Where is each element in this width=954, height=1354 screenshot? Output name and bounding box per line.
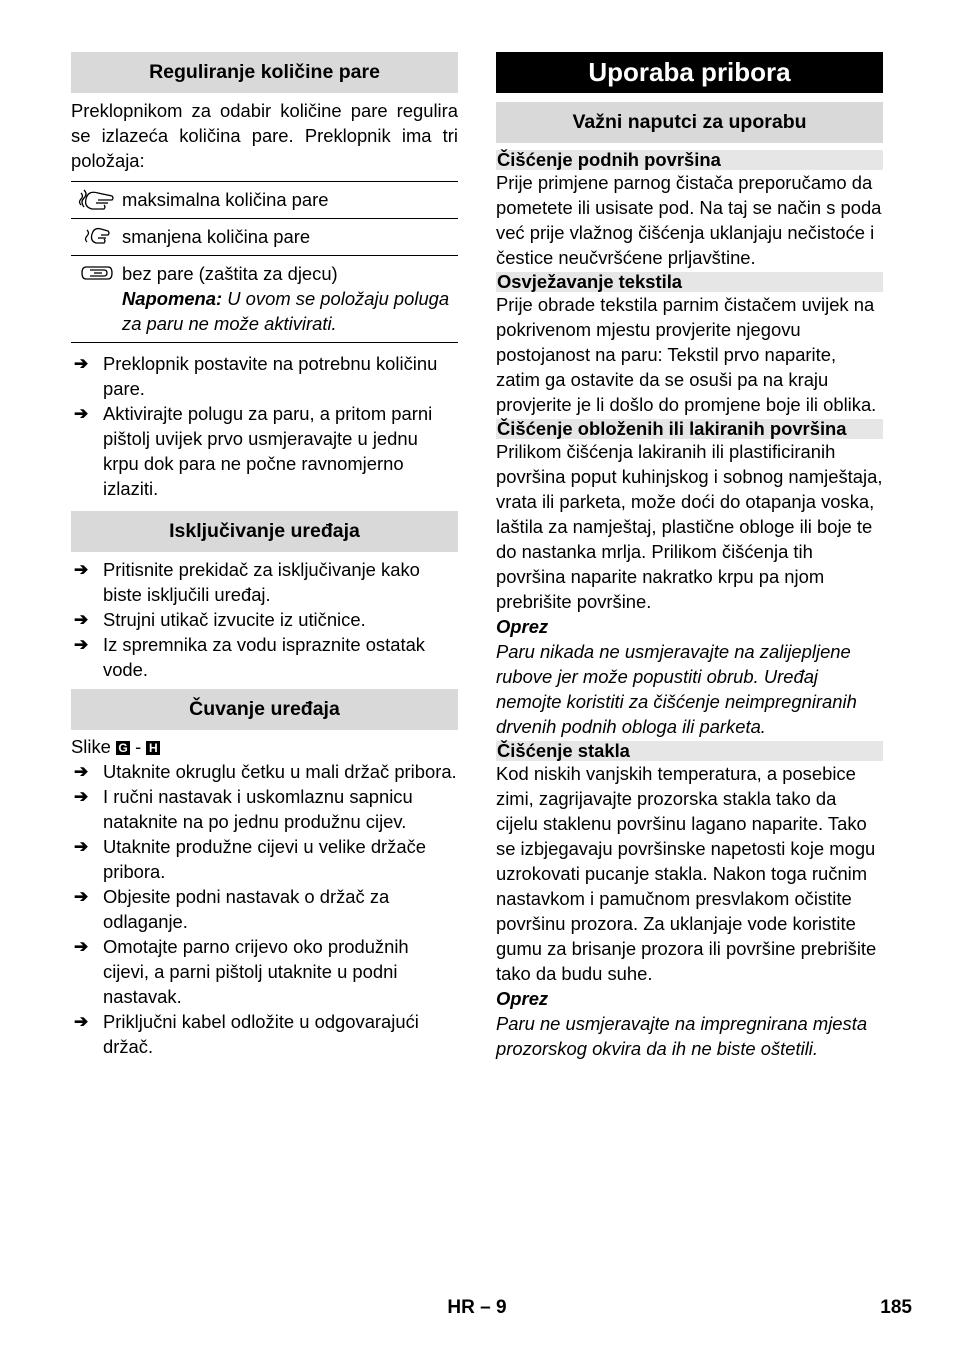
symbol-row-reduced bbox=[71, 218, 458, 255]
list-item: ➔ Utaknite produžne cijevi u velike držače pribora. bbox=[71, 834, 458, 884]
list-item: ➔ Aktivirajte polugu za paru, a pritom parni pištolj uvijek prvo usmjeravajte u jednu krpu dok para ne počne ravnomjerno izlaziti. bbox=[71, 401, 458, 501]
arrow-right-icon: ➔ bbox=[74, 837, 89, 856]
arrow-right-icon: ➔ bbox=[74, 937, 89, 956]
usage-notes-heading: Važni naputci za uporabu bbox=[496, 102, 883, 143]
list-item: ➔ Iz spremnika za vodu ispraznite ostatak vode. bbox=[71, 632, 458, 682]
arrow-right-icon: ➔ bbox=[74, 635, 89, 654]
storage-heading: Čuvanje uređaja bbox=[71, 689, 458, 730]
symbol-text-reduced: smanjena količina pare bbox=[122, 226, 311, 247]
reduced-steam-icon bbox=[71, 219, 122, 255]
footer-section-label: HR – 9 bbox=[447, 1297, 507, 1318]
switch-off-heading: Isključivanje uređaja bbox=[71, 511, 458, 552]
list-item: ➔ Strujni utikač izvucite iz utičnice. bbox=[71, 607, 458, 632]
figure-h-label: H bbox=[146, 741, 160, 755]
glass-heading: Čišćenje stakla bbox=[496, 741, 883, 761]
floors-text: Prije primjene parnog čistača preporučamo da pometete ili usisate pod. Na taj se način s poda već prije vlažnog čišćenja uklanjaju nečistoće i čestice neučvršćene prljavštine. bbox=[496, 172, 882, 268]
glass-text: Kod niskih vanjskih temperatura, a posebice zimi, zagrijavajte prozorska stakla tako da cijelu staklenu površinu lagano naparite. Tako se izbjegavaju površinske napetosti koje mogu uzrokovati pucanje stakla. Nakon toga ručnim nastavkom i pamučnom presvlakom očistite površinu prozora. Za uklanjaje vode koristite gumu za brisanje prozora ili površine prebrišite tako da budu suhe. bbox=[496, 763, 877, 984]
list-item: ➔ Objesite podni nastavak o držač za odlaganje. bbox=[71, 884, 458, 934]
list-item: ➔ Priključni kabel odložite u odgovarajući držač. bbox=[71, 1009, 458, 1059]
no-steam-icon bbox=[71, 256, 122, 342]
coated-caution-text: Paru nikada ne usmjeravajte na zalijepljene rubove jer može popustiti obrub. Uređaj nemojte koristiti za čišćenje neimpregniranih drvenih podnih obloga ili parketa. bbox=[496, 641, 857, 737]
textiles-heading: Osvježavanje tekstila bbox=[496, 272, 883, 292]
coated-heading: Čišćenje obloženih ili lakiranih površina bbox=[496, 419, 883, 439]
arrow-right-icon: ➔ bbox=[74, 787, 89, 806]
chapter-title: Uporaba pribora bbox=[496, 52, 883, 93]
symbol-row-max bbox=[71, 182, 458, 218]
list-item: ➔ Utaknite okruglu četku u mali držač pribora. bbox=[71, 759, 458, 784]
list-item: ➔ Omotajte parno crijevo oko produžnih cijevi, a parni pištolj utaknite u podni nastavak. bbox=[71, 934, 458, 1009]
figure-g-label: G bbox=[116, 741, 130, 755]
arrow-right-icon: ➔ bbox=[74, 354, 89, 373]
no-steam-label: bez pare (zaštita za djecu) bbox=[122, 263, 338, 284]
textiles-text: Prije obrade tekstila parnim čistačem uvijek na pokrivenom mjestu provjerite njegovu postojanost na paru: Tekstil prvo naparite, zatim ga ostavite da se osuši pa na kraju provjerite je li došlo do promjene boje ili oblika. bbox=[496, 294, 877, 415]
glass-caution-label: Oprez bbox=[496, 988, 549, 1009]
steam-amount-heading: Reguliranje količine pare bbox=[71, 52, 458, 93]
list-item: ➔ I ručni nastavak i uskomlaznu sapnicu nataknite na po jednu produžnu cijev. bbox=[71, 784, 458, 834]
storage-steps bbox=[71, 759, 458, 1059]
note-label: Napomena: bbox=[122, 288, 223, 309]
max-steam-icon bbox=[71, 182, 122, 218]
no-steam-note bbox=[122, 286, 458, 336]
arrow-right-icon: ➔ bbox=[74, 762, 89, 781]
arrow-right-icon: ➔ bbox=[74, 560, 89, 579]
steam-symbol-table bbox=[71, 181, 458, 343]
symbol-row-none bbox=[71, 255, 458, 342]
arrow-right-icon: ➔ bbox=[74, 1012, 89, 1031]
arrow-right-icon: ➔ bbox=[74, 610, 89, 629]
symbol-text-none bbox=[122, 256, 458, 342]
coated-text: Prilikom čišćenja lakiranih ili plastificiranih površina poput kuhinjskog i sobnog namještaja, vrata ili parketa, može doći do otapanja voska, laštila za namještaj, plastične obloge ili boje te do nastanka mrlja. Prilikom čišćenja tih površina naparite nakratko krpu pa njom prebrišite površine. bbox=[496, 441, 883, 612]
switch-off-steps bbox=[71, 557, 458, 682]
steam-amount-intro: Preklopnikom za odabir količine pare regulira se izlazeća količina pare. Preklopnik ima tri položaja: bbox=[71, 100, 458, 171]
figures-reference: Slike G - H bbox=[71, 734, 458, 759]
page-number: 185 bbox=[880, 1297, 912, 1318]
left-column bbox=[71, 52, 458, 1059]
glass-caution-text: Paru ne usmjeravajte na impregnirana mjesta prozorskog okvira da ih ne biste oštetili. bbox=[496, 1013, 868, 1059]
list-item: ➔ Pritisnite prekidač za isključivanje kako biste isključili uređaj. bbox=[71, 557, 458, 607]
coated-caution-label: Oprez bbox=[496, 616, 549, 637]
symbol-text-max: maksimalna količina pare bbox=[122, 189, 329, 210]
arrow-right-icon: ➔ bbox=[74, 887, 89, 906]
floors-heading: Čišćenje podnih površina bbox=[496, 150, 883, 170]
list-item: ➔ Preklopnik postavite na potrebnu količinu pare. bbox=[71, 351, 458, 401]
steam-steps bbox=[71, 351, 458, 501]
note-text: U ovom se položaju poluga za paru ne može aktivirati. bbox=[122, 288, 450, 334]
right-column bbox=[496, 52, 883, 1061]
arrow-right-icon: ➔ bbox=[74, 404, 89, 423]
